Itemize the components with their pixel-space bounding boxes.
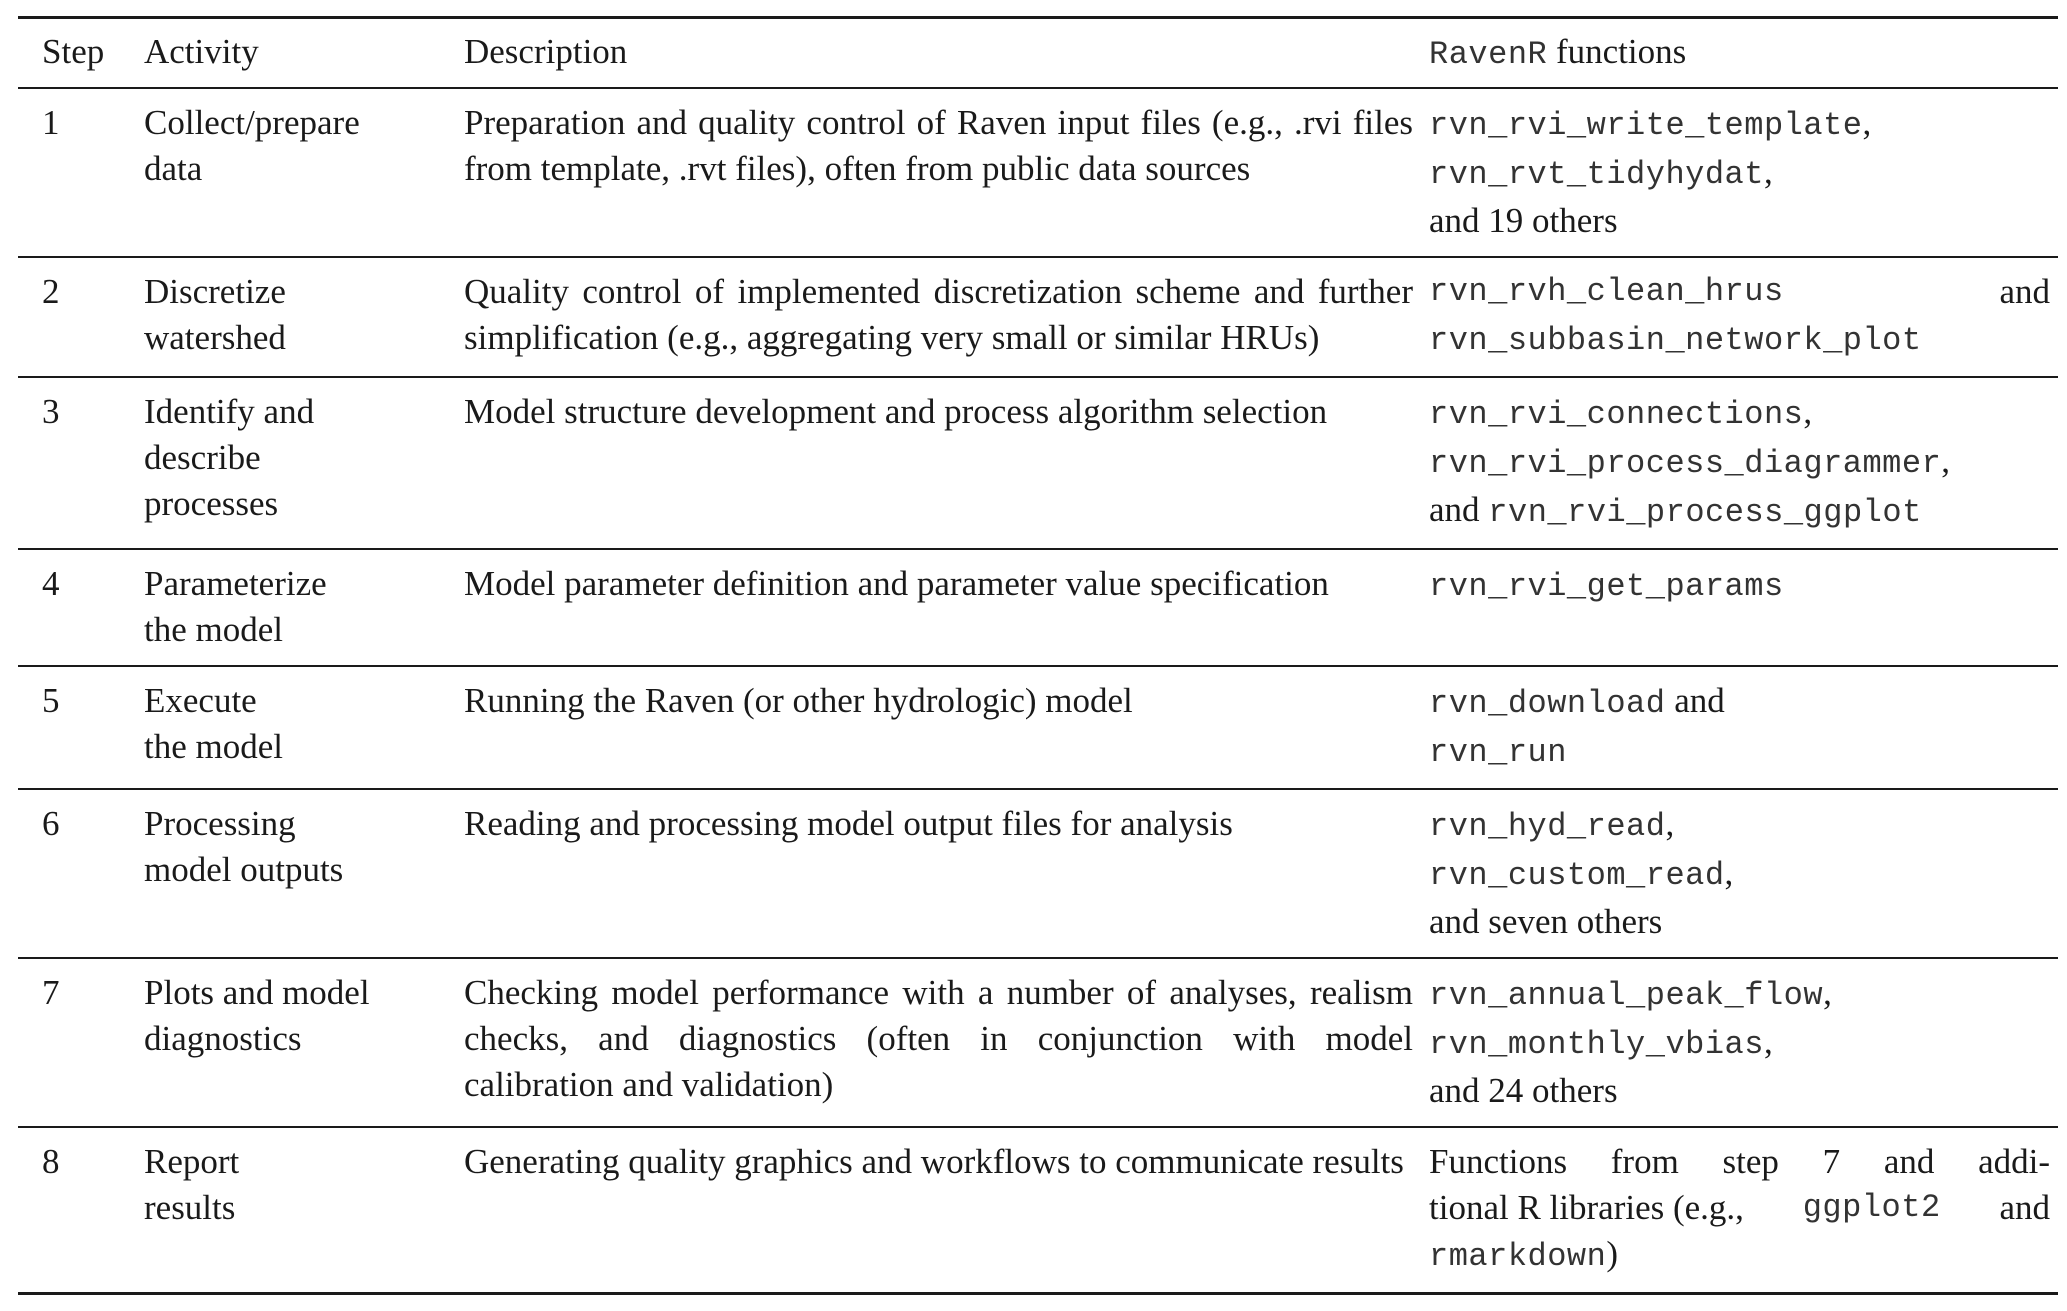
activity-line: model outputs [144,850,344,889]
description-cell: Running the Raven (or other hydrologic) model [464,681,1133,720]
functions-cell [1421,789,2058,958]
activity-line: diagnostics [144,1019,302,1058]
activity-line: Parameterize [144,564,327,603]
header-step: Step [42,32,105,71]
table-row [18,666,2058,789]
table-row [18,1127,2058,1294]
step-number: 6 [42,804,60,843]
activity-cell [136,789,456,958]
functions-cell [1421,1127,2058,1294]
activity-line: watershed [144,318,286,357]
functions-cell [1421,377,2058,549]
description-cell: Reading and processing model output files for analysis [464,804,1233,843]
step-number: 8 [42,1142,60,1181]
function-code: rvn_rvh_clean_hrus [1429,273,1784,310]
header-description: Description [464,32,628,71]
table-header-row [18,18,2058,89]
function-separator: , [1665,804,1675,843]
activity-cell [136,549,456,666]
function-text-line: Functions from step 7 and addi- [1429,1142,2050,1181]
activity-line: Identify and [144,392,315,431]
function-code: rvn_rvi_write_template [1429,107,1863,144]
table-row [18,377,2058,549]
activity-line: Plots and model [144,973,370,1012]
functions-cell [1421,88,2058,257]
function-separator: , [1803,392,1813,431]
activity-cell [136,88,456,257]
activity-line: data [144,149,203,188]
activity-line: the model [144,727,283,766]
function-code: rvn_custom_read [1429,857,1725,894]
activity-cell [136,666,456,789]
function-separator: , [1763,152,1773,191]
table-row [18,958,2058,1127]
functions-cell [1421,958,2058,1127]
function-code: ggplot2 [1802,1189,1941,1226]
step-number: 7 [42,973,60,1012]
function-code: rvn_rvi_connections [1429,396,1804,433]
function-text: tional R libraries (e.g., [1429,1188,1744,1227]
function-text: ) [1606,1234,1618,1273]
function-separator: , [1941,441,1951,480]
table-row [18,789,2058,958]
header-ravenr-code: RavenR [1429,36,1548,73]
function-separator: , [1724,853,1734,892]
function-code: rvn_monthly_vbias [1429,1026,1764,1063]
function-text: and [1999,1188,2050,1227]
function-code: rvn_hyd_read [1429,808,1666,845]
description-cell: Generating quality graphics and workflows to communicate results [464,1142,1404,1181]
table-row [18,549,2058,666]
function-separator: and [1429,490,1480,529]
function-code: rvn_annual_peak_flow [1429,977,1824,1014]
activity-line: Discretize [144,272,286,311]
function-separator: , [1823,973,1832,1012]
table-row [18,88,2058,257]
function-code: rvn_rvi_get_params [1429,568,1784,605]
activity-cell [136,958,456,1127]
function-code: rvn_rvi_process_ggplot [1488,494,1922,531]
activity-cell [136,257,456,377]
function-separator: , [1862,103,1872,142]
activity-line: Execute [144,681,257,720]
activity-cell [136,1127,456,1294]
functions-cell [1421,549,2058,666]
activity-line: the model [144,610,283,649]
step-number: 5 [42,681,60,720]
functions-cell [1421,257,2058,377]
function-tail: and seven others [1429,902,1663,941]
function-tail: and 24 others [1429,1071,1618,1110]
activity-line: describe [144,438,261,477]
activity-cell [136,377,456,549]
activity-line: Report [144,1142,240,1181]
activity-line: results [144,1188,236,1227]
activity-line: Collect/prepare [144,103,360,142]
table-row [18,257,2058,377]
function-tail: and 19 others [1429,201,1618,240]
step-number: 2 [42,272,60,311]
activity-line: processes [144,484,279,523]
function-code: rvn_rvt_tidyhydat [1429,156,1764,193]
header-functions [1421,18,2058,89]
header-functions-text: functions [1555,32,1687,71]
function-code: rvn_run [1429,734,1567,771]
workflow-table [18,16,2058,1295]
description-cell: Model parameter definition and parameter value specification [464,564,1329,603]
step-number: 3 [42,392,60,431]
description-cell: Checking model performance with a number of analyses, realism checks, and diagnostics (often in conjunction with model calibration and validation) [464,973,1413,1104]
function-code: rvn_rvi_process_diagrammer [1429,445,1942,482]
activity-line: Processing [144,804,296,843]
function-code: rvn_subbasin_network_plot [1429,322,1922,359]
function-code: rvn_download [1429,685,1666,722]
header-activity: Activity [144,32,259,71]
function-code: rmarkdown [1429,1238,1607,1275]
description-cell: Model structure development and process algorithm selection [464,392,1328,431]
function-separator: , [1763,1022,1773,1061]
description-cell: Preparation and quality control of Raven input files (e.g., .rvi files from template, .rvt files), often from public data sources [464,103,1413,188]
step-number: 4 [42,564,60,603]
function-separator: and [1674,681,1725,720]
functions-cell [1421,666,2058,789]
step-number: 1 [42,103,60,142]
function-separator: and [1999,272,2050,311]
description-cell: Quality control of implemented discretization scheme and further simplification (e.g., aggregating very small or similar HRUs) [464,272,1413,357]
